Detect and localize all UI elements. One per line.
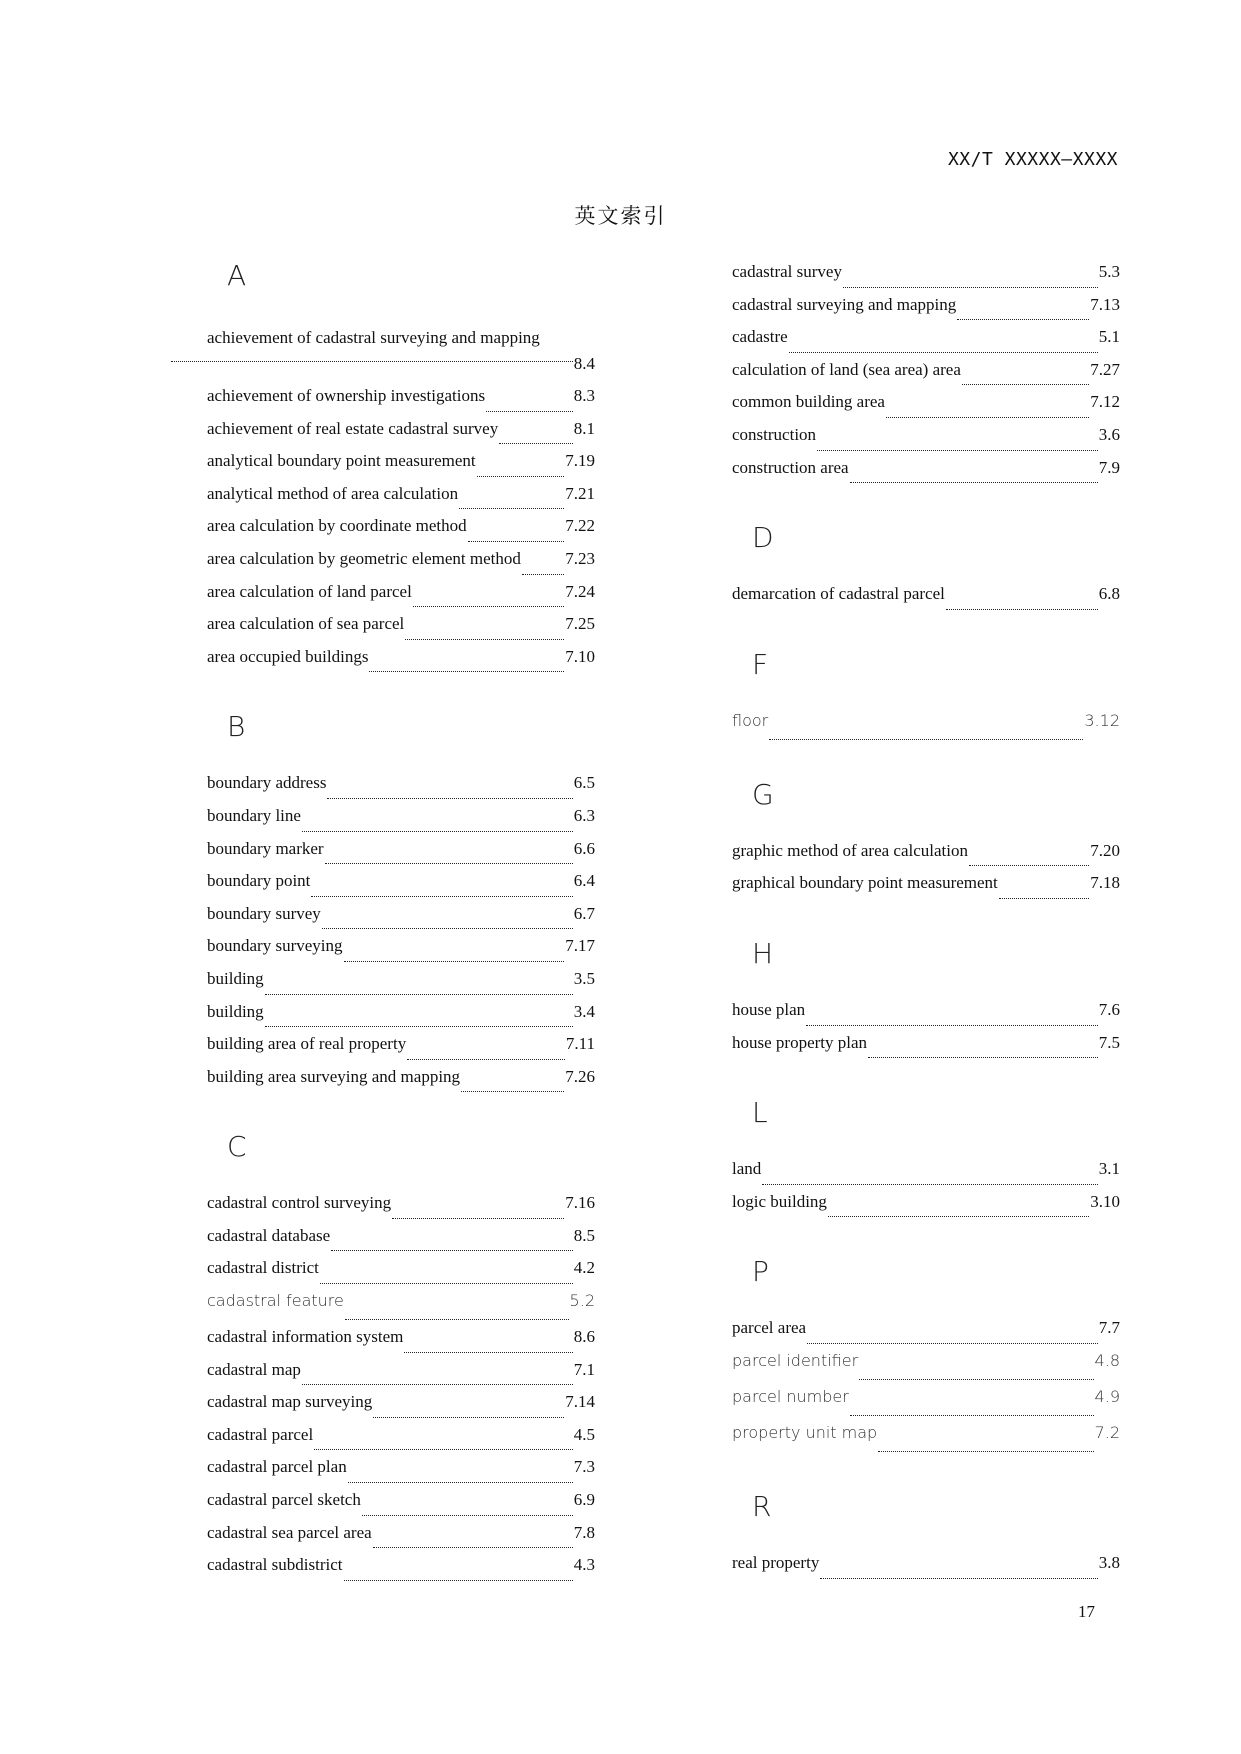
index-entry — [207, 516, 595, 549]
index-entry — [207, 1002, 595, 1035]
dot-leader — [468, 541, 565, 542]
index-entry — [207, 451, 595, 484]
entry-term: cadastral parcel plan — [207, 1457, 347, 1477]
entry-term: building — [207, 968, 264, 988]
dot-leader — [369, 671, 564, 672]
section-letter: A — [227, 259, 247, 292]
index-entry — [732, 1553, 1120, 1586]
entry-reference: 7.26 — [565, 1066, 595, 1086]
entry-reference: 7.6 — [1098, 999, 1120, 1019]
dot-leader — [404, 1352, 572, 1353]
dot-leader — [373, 1547, 573, 1548]
entry-reference: 7.7 — [1098, 1318, 1120, 1338]
index-section — [732, 926, 1120, 1065]
entry-reference: 7.9 — [1098, 457, 1120, 477]
dot-leader — [886, 417, 1089, 418]
dot-leader — [868, 1057, 1098, 1058]
entry-term: area calculation by coordinate method — [207, 516, 467, 536]
dot-leader — [171, 361, 573, 362]
entry-term: graphical boundary point measurement — [732, 873, 998, 893]
entry-term: demarcation of cadastral parcel — [732, 584, 945, 604]
dot-leader — [522, 574, 564, 575]
entry-reference: 8.6 — [573, 1327, 595, 1347]
dot-leader — [850, 482, 1098, 483]
entry-term: cadastral parcel — [207, 1424, 314, 1444]
dot-leader — [962, 384, 1089, 385]
entry-reference: 7.11 — [565, 1034, 595, 1054]
entry-term: cadastral map — [207, 1359, 301, 1379]
dot-leader — [322, 928, 573, 929]
section-letter: D — [752, 521, 774, 555]
dot-leader — [762, 1184, 1097, 1185]
dot-leader — [373, 1417, 564, 1418]
dot-leader — [499, 443, 573, 444]
index-entry — [207, 1034, 595, 1067]
entry-reference: 8.1 — [573, 418, 595, 438]
index-entry — [732, 1387, 1120, 1423]
entry-reference: 6.6 — [573, 838, 595, 858]
index-entry — [732, 873, 1120, 906]
dot-leader — [314, 1449, 573, 1450]
entry-term: cadastral map surveying — [207, 1392, 373, 1412]
entry-reference: 7.12 — [1090, 392, 1120, 412]
entry-reference: 6.7 — [573, 903, 595, 923]
entry-reference: 3.8 — [1098, 1552, 1120, 1572]
entry-reference: 7.25 — [565, 614, 595, 634]
index-entry — [207, 1360, 595, 1393]
index-section — [207, 699, 595, 1099]
index-entry — [732, 392, 1120, 425]
entry-term: floor — [732, 710, 769, 730]
section-letter: L — [752, 1096, 768, 1130]
index-section — [732, 767, 1120, 906]
entry-reference: 6.3 — [573, 805, 595, 825]
entry-term: property unit map — [732, 1422, 878, 1442]
dot-leader — [946, 609, 1098, 610]
dot-leader — [302, 1384, 573, 1385]
index-entry — [732, 425, 1120, 458]
dot-leader — [999, 898, 1089, 899]
entry-reference: 7.5 — [1098, 1032, 1120, 1052]
entry-reference: 4.9 — [1094, 1386, 1120, 1406]
entry-term: area calculation of land parcel — [207, 581, 412, 601]
dot-leader — [806, 1025, 1098, 1026]
entry-reference: 5.3 — [1098, 262, 1120, 281]
entry-term: cadastral district — [207, 1258, 319, 1278]
entry-reference: 7.27 — [1090, 359, 1120, 379]
entry-reference: 5.2 — [569, 1291, 595, 1311]
entry-reference: 6.9 — [573, 1490, 595, 1510]
dot-leader — [265, 994, 573, 995]
dot-leader — [878, 1451, 1093, 1452]
index-entry — [732, 360, 1120, 393]
entry-reference: 4.3 — [573, 1555, 595, 1575]
entry-term: analytical boundary point measurement — [207, 451, 476, 471]
entry-term: building area of real property — [207, 1034, 407, 1054]
index-entry — [732, 1192, 1120, 1225]
entry-term: boundary survey — [207, 903, 321, 923]
dot-leader — [265, 1026, 573, 1027]
index-section — [732, 637, 1120, 747]
index-column-right — [732, 262, 1120, 1606]
dot-leader — [345, 1319, 569, 1320]
entry-term: area calculation of sea parcel — [207, 614, 405, 634]
index-column-left — [207, 248, 595, 1608]
dot-leader — [859, 1379, 1093, 1380]
entry-term: house plan — [732, 999, 806, 1019]
section-letter: G — [752, 777, 774, 811]
index-entry — [207, 647, 595, 680]
dot-leader — [344, 1580, 573, 1581]
entry-reference: 7.22 — [565, 516, 595, 536]
entry-reference: 8.4 — [573, 354, 595, 373]
entry-reference: 7.13 — [1090, 294, 1120, 314]
entry-term: common building area — [732, 392, 885, 412]
entry-term: achievement of ownership investigations — [207, 386, 486, 405]
entry-term: boundary address — [207, 773, 327, 793]
entry-reference: 4.2 — [573, 1258, 595, 1278]
index-entry — [732, 1351, 1120, 1387]
index-entry — [732, 1159, 1120, 1192]
entry-reference: 5.1 — [1098, 327, 1120, 347]
index-entry — [207, 1291, 595, 1327]
entry-term: cadastre — [732, 327, 788, 347]
index-entry — [207, 549, 595, 582]
entry-reference: 7.2 — [1094, 1422, 1120, 1442]
dot-leader — [413, 606, 564, 607]
index-entry — [207, 1457, 595, 1490]
entry-reference: 7.17 — [565, 936, 595, 956]
entry-term: boundary line — [207, 805, 301, 825]
entry-reference: 6.4 — [573, 871, 595, 891]
entry-reference: 7.23 — [565, 548, 595, 568]
entry-reference: 7.21 — [565, 483, 595, 503]
entry-term: cadastral database — [207, 1225, 331, 1245]
standard-code: XX/T XXXXX—XXXX — [947, 149, 1118, 170]
dot-leader — [392, 1218, 564, 1219]
page-title: 英文索引 — [574, 204, 667, 228]
entry-term: achievement of cadastral surveying and mapping — [207, 328, 540, 347]
section-letter: P — [752, 1255, 769, 1289]
entry-term: parcel area — [732, 1318, 807, 1338]
entry-term: area calculation by geometric element method — [207, 548, 521, 568]
dot-leader — [789, 352, 1098, 353]
index-entry — [207, 1555, 595, 1588]
entry-term: graphic method of area calculation — [732, 840, 968, 860]
index-entry — [207, 969, 595, 1002]
dot-leader — [850, 1415, 1094, 1416]
dot-leader — [486, 411, 573, 412]
index-entry — [207, 1193, 595, 1226]
entry-reference: 3.5 — [573, 968, 595, 988]
index-entry — [732, 584, 1120, 617]
index-entry — [732, 1033, 1120, 1066]
dot-leader — [820, 1578, 1097, 1579]
dot-leader — [325, 863, 573, 864]
dot-leader — [331, 1250, 573, 1251]
entry-continuation — [171, 354, 595, 386]
entry-term: cadastral parcel sketch — [207, 1490, 361, 1510]
entry-term: land — [732, 1159, 762, 1179]
index-entry — [207, 839, 595, 872]
index-entry — [207, 1226, 595, 1259]
index-entry — [207, 1067, 595, 1100]
dot-leader — [817, 450, 1098, 451]
index-entry — [207, 1258, 595, 1291]
index-entry — [207, 322, 595, 386]
entry-term: parcel number — [732, 1386, 849, 1406]
section-letter: B — [227, 710, 246, 744]
entry-term: cadastral surveying and mapping — [732, 294, 957, 314]
index-entry — [207, 419, 595, 452]
index-section — [732, 510, 1120, 617]
dot-leader — [843, 287, 1098, 288]
entry-reference: 6.5 — [573, 773, 595, 793]
index-section — [207, 1119, 595, 1588]
entry-reference: 3.6 — [1098, 424, 1120, 444]
entry-term: calculation of land (sea area) area — [732, 359, 961, 379]
dot-leader — [459, 508, 564, 509]
entry-reference: 7.3 — [573, 1457, 595, 1477]
dot-leader — [957, 319, 1089, 320]
index-entry — [732, 327, 1120, 360]
dot-leader — [348, 1482, 573, 1483]
index-entry — [207, 871, 595, 904]
section-letter: F — [752, 647, 769, 681]
entry-reference: 8.3 — [573, 386, 595, 405]
entry-term: construction area — [732, 457, 849, 477]
entry-term: area occupied buildings — [207, 646, 369, 666]
index-section — [207, 248, 595, 679]
index-entry — [207, 904, 595, 937]
index-entry — [732, 458, 1120, 491]
dot-leader — [407, 1059, 565, 1060]
entry-reference: 6.8 — [1098, 584, 1120, 604]
index-entry — [207, 773, 595, 806]
dot-leader — [769, 739, 1083, 740]
index-entry — [207, 484, 595, 517]
entry-term: cadastral subdistrict — [207, 1555, 343, 1575]
entry-term: analytical method of area calculation — [207, 483, 459, 503]
dot-leader — [320, 1283, 573, 1284]
entry-reference: 7.20 — [1090, 840, 1120, 860]
index-section — [732, 1244, 1120, 1459]
entry-reference: 3.4 — [573, 1001, 595, 1021]
index-entry — [732, 841, 1120, 874]
entry-term: cadastral control surveying — [207, 1193, 392, 1213]
index-entry — [207, 806, 595, 839]
entry-term: boundary marker — [207, 838, 324, 858]
entry-term: logic building — [732, 1191, 827, 1211]
entry-term: cadastral feature — [207, 1291, 344, 1311]
entry-reference: 7.10 — [565, 646, 595, 666]
entry-reference: 7.14 — [565, 1392, 595, 1412]
dot-leader — [405, 639, 564, 640]
page-number: 17 — [1078, 1602, 1095, 1621]
entry-reference: 3.12 — [1084, 710, 1120, 730]
index-entry — [732, 295, 1120, 328]
entry-term: cadastral survey — [732, 262, 842, 281]
dot-leader — [969, 865, 1089, 866]
entry-term: parcel identifier — [732, 1350, 859, 1370]
index-entry — [207, 1392, 595, 1425]
entry-term: building area surveying and mapping — [207, 1066, 461, 1086]
entry-reference: 3.10 — [1090, 1191, 1120, 1211]
entry-term: building — [207, 1001, 264, 1021]
entry-reference: 7.8 — [573, 1522, 595, 1542]
entry-term: construction — [732, 424, 817, 444]
index-entry — [207, 936, 595, 969]
index-entry — [207, 614, 595, 647]
index-entry — [732, 711, 1120, 747]
index-entry — [732, 1423, 1120, 1459]
entry-reference: 4.8 — [1094, 1350, 1120, 1370]
entry-term: achievement of real estate cadastral survey — [207, 418, 499, 438]
dot-leader — [477, 476, 565, 477]
index-entry — [732, 1000, 1120, 1033]
dot-leader — [828, 1216, 1089, 1217]
entry-term: boundary surveying — [207, 936, 343, 956]
section-letter: C — [227, 1130, 247, 1164]
section-letter: R — [752, 1489, 772, 1523]
entry-reference: 4.5 — [573, 1424, 595, 1444]
dot-leader — [461, 1091, 564, 1092]
entry-reference: 7.1 — [573, 1359, 595, 1379]
entry-term: house property plan — [732, 1032, 868, 1052]
entry-reference: 7.19 — [565, 451, 595, 471]
index-entry — [207, 582, 595, 615]
entry-term: cadastral information system — [207, 1327, 404, 1347]
entry-reference: 7.16 — [565, 1193, 595, 1213]
entry-term: cadastral sea parcel area — [207, 1522, 372, 1542]
index-section — [732, 1085, 1120, 1224]
index-entry — [732, 262, 1120, 295]
dot-leader — [807, 1343, 1098, 1344]
index-entry — [732, 1318, 1120, 1351]
index-section — [732, 262, 1120, 490]
entry-reference: 7.24 — [565, 581, 595, 601]
index-entry — [207, 1425, 595, 1458]
entry-term: real property — [732, 1552, 820, 1572]
section-letter: H — [752, 936, 774, 970]
dot-leader — [311, 896, 572, 897]
dot-leader — [302, 831, 573, 832]
index-section — [732, 1479, 1120, 1586]
index-entry — [207, 1490, 595, 1523]
entry-reference: 8.5 — [573, 1225, 595, 1245]
index-entry — [207, 386, 595, 419]
dot-leader — [344, 961, 565, 962]
index-entry — [207, 1327, 595, 1360]
dot-leader — [327, 798, 572, 799]
entry-term: boundary point — [207, 871, 311, 891]
entry-reference: 3.1 — [1098, 1159, 1120, 1179]
index-entry — [207, 1523, 595, 1556]
entry-reference: 7.18 — [1090, 873, 1120, 893]
dot-leader — [362, 1515, 573, 1516]
